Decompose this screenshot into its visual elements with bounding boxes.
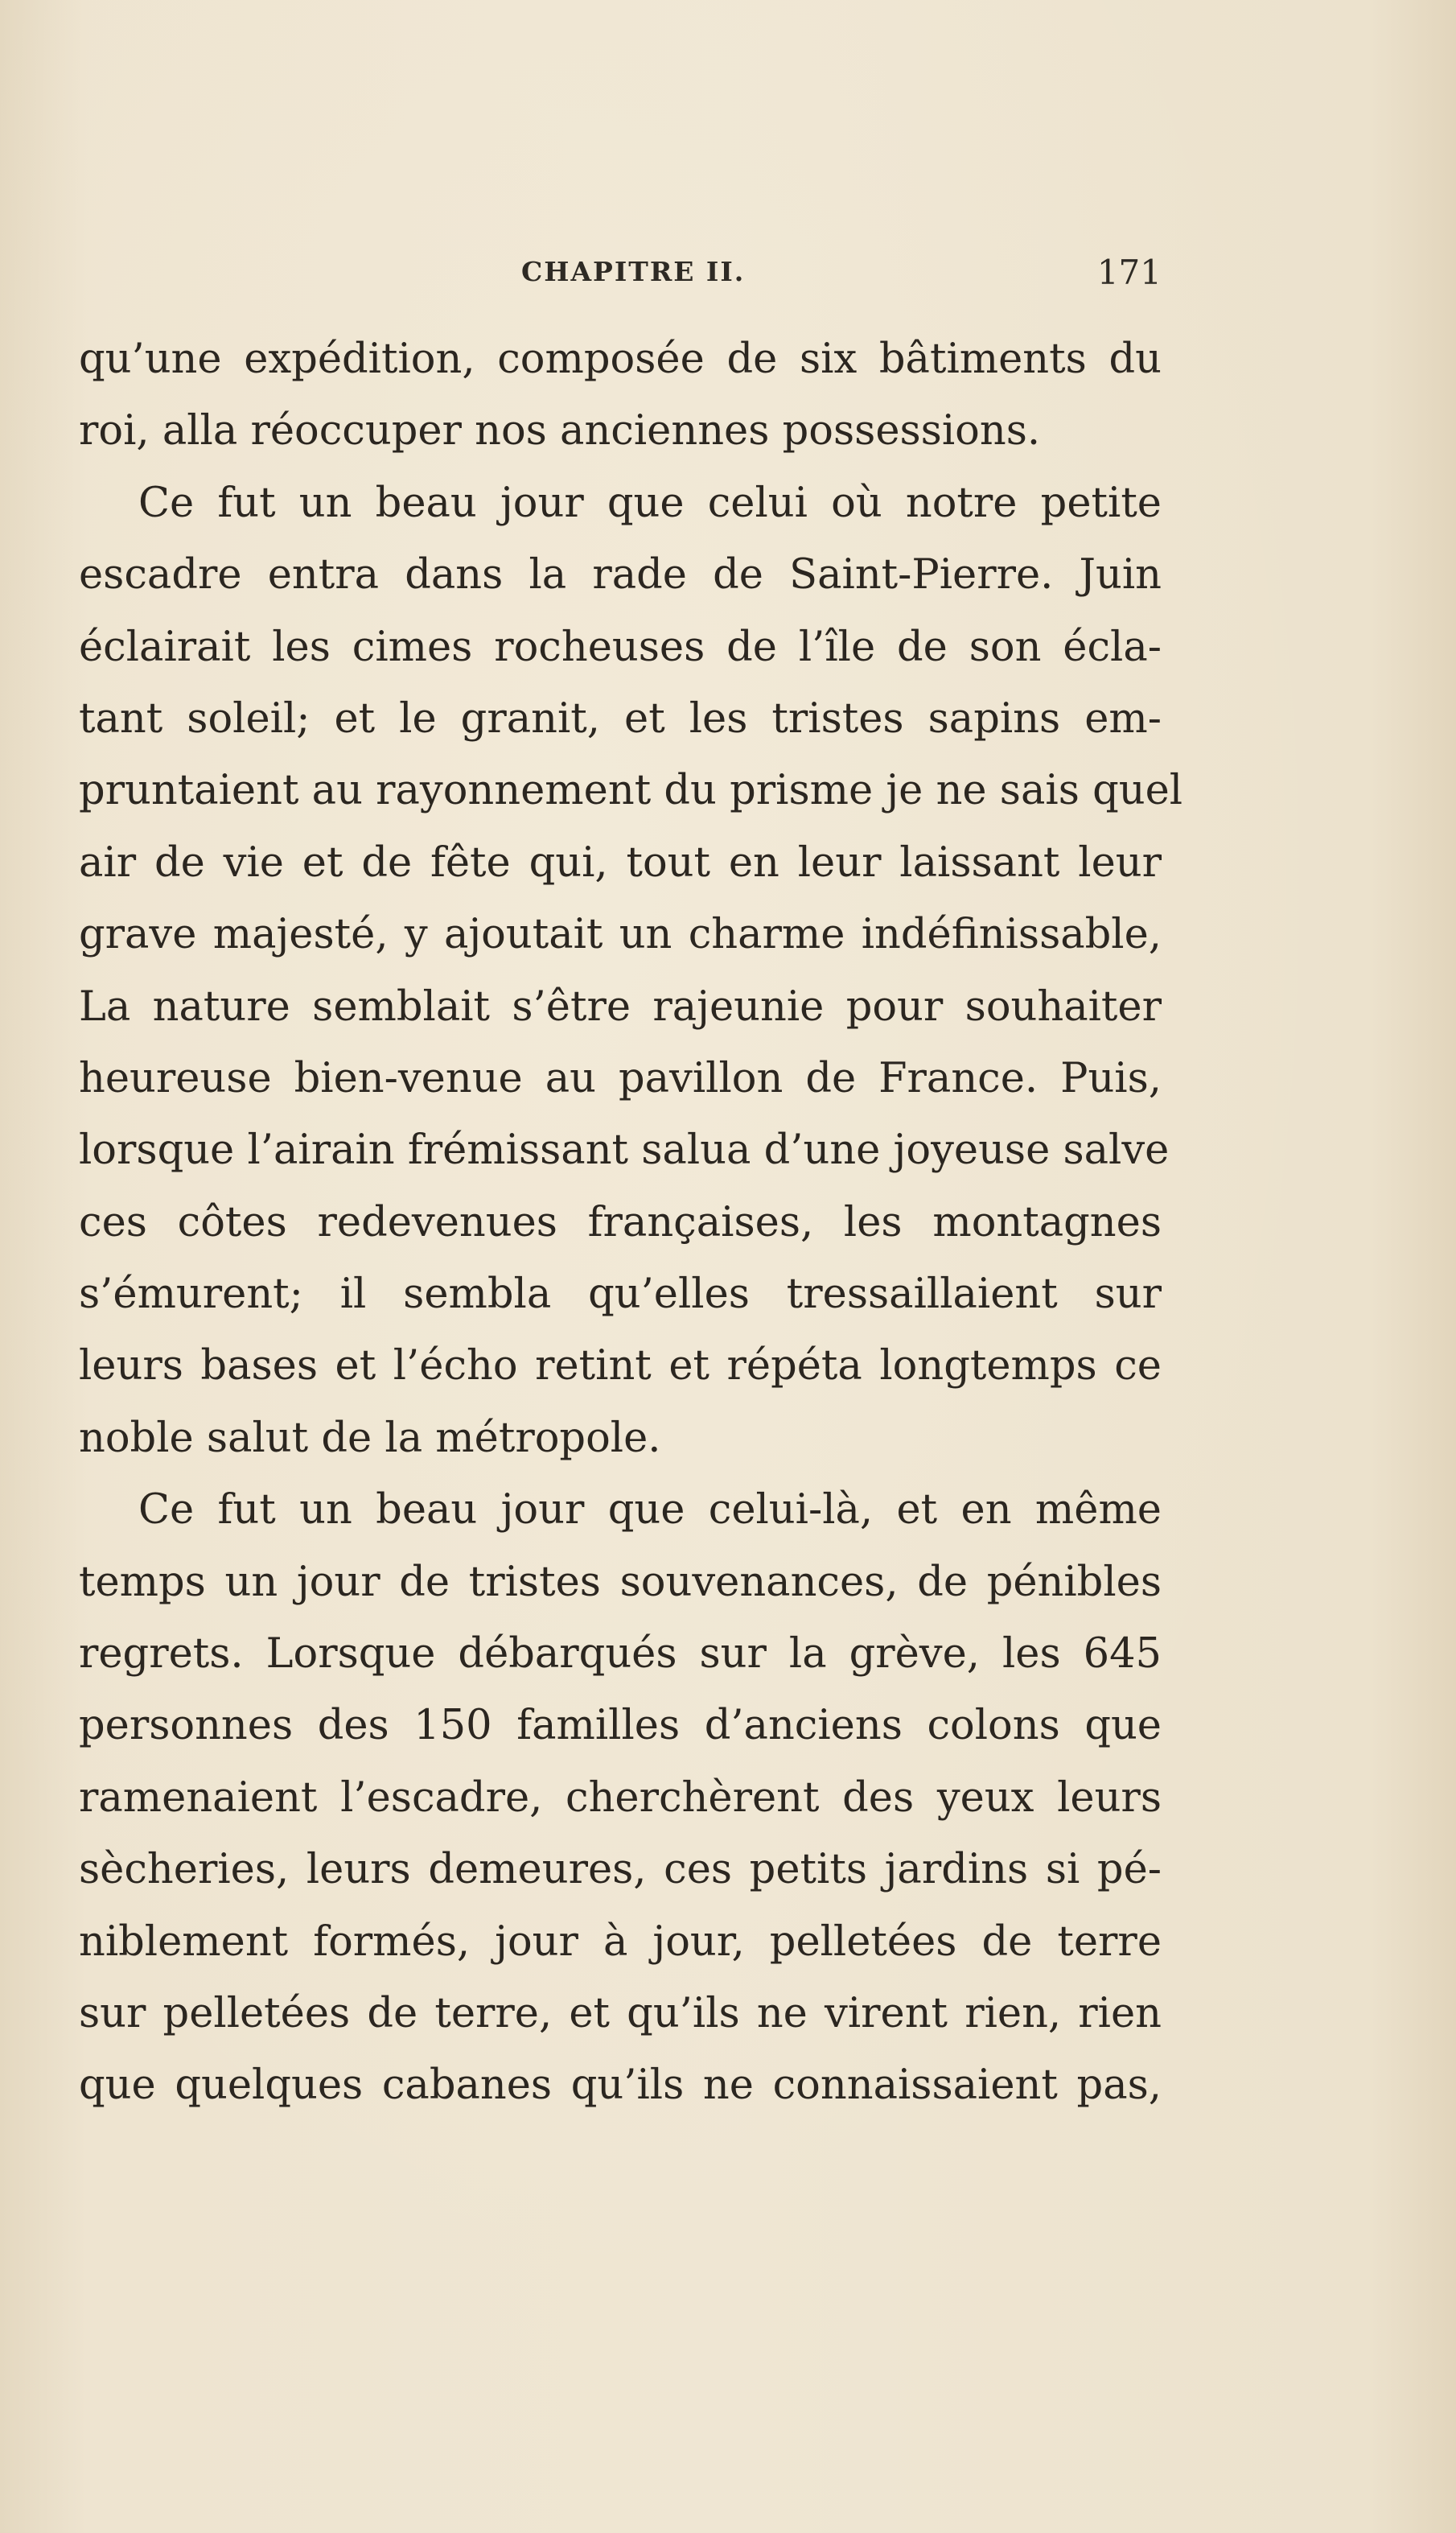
page-number: 171 xyxy=(1096,253,1162,292)
text-line: que quelques cabanes qu’ils ne connaissaient pas, xyxy=(79,2061,1162,2110)
text-line: ramenaient l’escadre, cherchèrent des yeux leurs xyxy=(79,1773,1162,1822)
running-title: CHAPITRE II. xyxy=(521,256,746,287)
text-line: tant soleil; et le granit, et les tristes sapins em- xyxy=(79,694,1162,743)
text-line: sur pelletées de terre, et qu’ils ne virent rien, rien xyxy=(79,1989,1162,2037)
text-line: ces côtes redevenues françaises, les montagnes xyxy=(79,1198,1162,1246)
paragraph-first-line: Ce fut un beau jour que celui-là, et en même xyxy=(138,1486,1162,1534)
text-line: temps un jour de tristes souvenances, de pénibles xyxy=(79,1558,1162,1606)
paragraph-first-line: Ce fut un beau jour que celui où notre petite xyxy=(138,479,1162,527)
text-line: escadre entra dans la rade de Saint-Pierre. Juin xyxy=(79,551,1162,599)
text-line: La nature semblait s’être rajeunie pour souhaiter xyxy=(79,982,1162,1031)
text-line: air de vie et de fête qui, tout en leur laissant leur xyxy=(79,838,1162,887)
text-line: leurs bases et l’écho retint et répéta longtemps ce xyxy=(79,1342,1162,1390)
text-line: roi, alla réoccuper nos anciennes possessions. xyxy=(79,407,1041,455)
text-line: s’émurent; il sembla qu’elles tressaillaient sur xyxy=(79,1271,1162,1319)
body-text xyxy=(79,323,1183,2122)
text-line: personnes des 150 familles d’anciens colons que xyxy=(79,1702,1162,1750)
text-line: grave majesté, y ajoutait un charme indéfinissable, xyxy=(79,911,1162,959)
text-line: lorsque l’airain frémissant salua d’une joyeuse salve xyxy=(79,1126,1170,1175)
text-line: regrets. Lorsque débarqués sur la grève, les 645 xyxy=(79,1630,1162,1678)
text-line: noble salut de la métropole. xyxy=(79,1414,661,1462)
text-line: éclairait les cimes rocheuses de l’île de son écla- xyxy=(79,623,1162,671)
text-line: niblement formés, jour à jour, pelletées de terre xyxy=(79,1917,1162,1966)
text-line: pruntaient au rayonnement du prisme je ne sais quel xyxy=(79,767,1183,815)
text-line: heureuse bien-venue au pavillon de France. Puis, xyxy=(79,1054,1162,1102)
running-head xyxy=(79,253,1162,296)
text-line: qu’une expédition, composée de six bâtiments du xyxy=(79,336,1162,383)
text-line: sècheries, leurs demeures, ces petits jardins si pé- xyxy=(79,1846,1162,1894)
